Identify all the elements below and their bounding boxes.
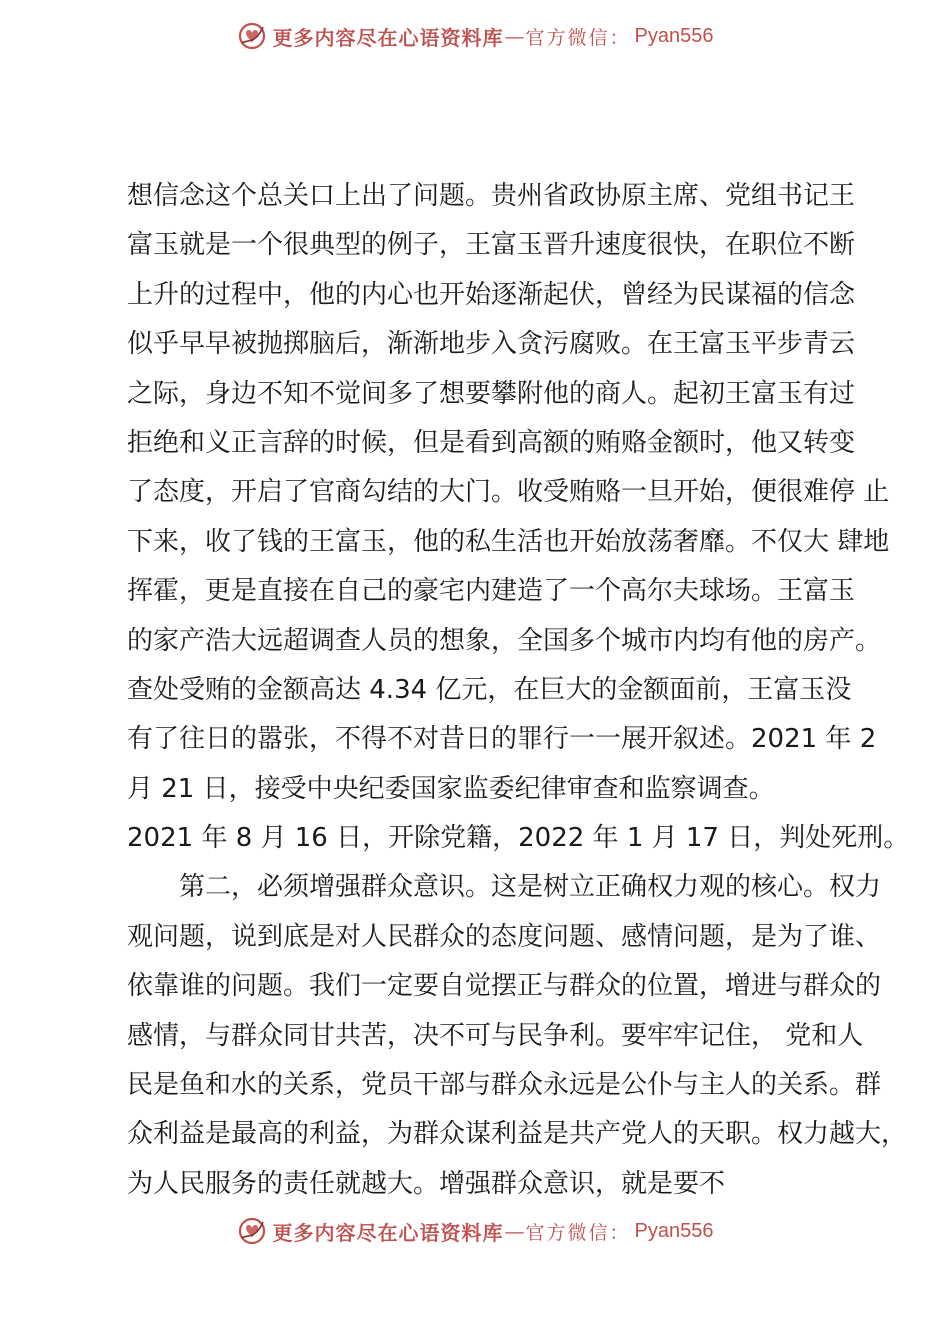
- body-line: 之际，身边不知不觉间多了想要攀附他的商人。起初王富玉有过: [127, 378, 856, 409]
- document-body: [127, 172, 910, 1209]
- body-line: 下来，收了钱的王富玉，他的私生活也开始放荡奢靡。不仅大 肆地: [127, 526, 890, 557]
- body-line: 想信念这个总关口上出了问题。贵州省政协原主席、党组书记王: [127, 181, 856, 211]
- body-line: 富玉就是一个很典型的例子，王富玉晋升速度很快，在职位不断: [127, 230, 856, 261]
- header-wechat-id: Pyan556: [634, 24, 714, 47]
- body-line: 拒绝和义正言辞的时候，但是看到高额的贿赂金额时，他又转变: [127, 427, 856, 458]
- body-line: 月 21 日，接受中央纪委国家监委纪律审查和监察调查。: [127, 773, 775, 804]
- header-separator: —: [504, 24, 525, 48]
- header-wechat-label: 官方微信：: [525, 26, 631, 49]
- body-line: 感情，与群众同甘共苦，决不可与民争利。要牢牢记住， 党和人: [127, 1020, 864, 1051]
- footer-watermark-banner: [0, 1211, 950, 1251]
- footer-wechat-label: 官方微信：: [525, 1221, 631, 1244]
- body-line: 查处受贿的金额高达 4.34 亿元，在巨大的金额面前，王富玉没: [127, 674, 852, 705]
- footer-wechat-id: Pyan556: [634, 1219, 714, 1242]
- body-line: 为人民服务的责任就越大。增强群众意识，就是要不: [127, 1168, 726, 1199]
- footer-brand-text: 更多内容尽在心语资料库: [272, 1220, 504, 1245]
- body-line: 有了往日的嚣张，不得不对昔日的罪行一一展开叙述。2021 年 2: [127, 724, 877, 755]
- header-brand-text: 更多内容尽在心语资料库: [272, 25, 504, 50]
- heart-signature-logo-icon: [237, 21, 267, 51]
- body-line: 第二，必须增强群众意识。这是树立正确权力观的核心。权力: [127, 872, 882, 903]
- body-line: 了态度，开启了官商勾结的大门。收受贿赂一旦开始，便很难停 止: [127, 477, 890, 508]
- body-line: 众利益是最高的利益，为群众谋利益是共产党人的天职。权力越大，: [127, 1119, 908, 1150]
- body-line: 民是鱼和水的关系，党员干部与群众永远是公仆与主人的关系。群: [127, 1070, 882, 1101]
- body-line: 似乎早早被抛掷脑后，渐渐地步入贪污腐败。在王富玉平步青云: [127, 329, 856, 360]
- footer-separator: —: [504, 1219, 525, 1243]
- body-line: 的家产浩大远超调查人员的想象，全国多个城市内均有他的房产。: [127, 625, 882, 656]
- body-line: 2021 年 8 月 16 日，开除党籍，2022 年 1 月 17 日，判处死刑。: [127, 823, 910, 854]
- heart-signature-logo-icon: [237, 1216, 267, 1246]
- body-line: 依靠谁的问题。我们一定要自觉摆正与群众的位置，增进与群众的: [127, 971, 882, 1002]
- body-line: 上升的过程中，他的内心也开始逐渐起伏，曾经为民谋福的信念: [127, 279, 856, 310]
- body-line: 挥霍，更是直接在自己的豪宅内建造了一个高尔夫球场。王富玉: [127, 576, 856, 607]
- body-line: 观问题，说到底是对人民群众的态度问题、感情问题，是为了谁、: [127, 921, 882, 952]
- header-watermark-banner: [0, 16, 950, 56]
